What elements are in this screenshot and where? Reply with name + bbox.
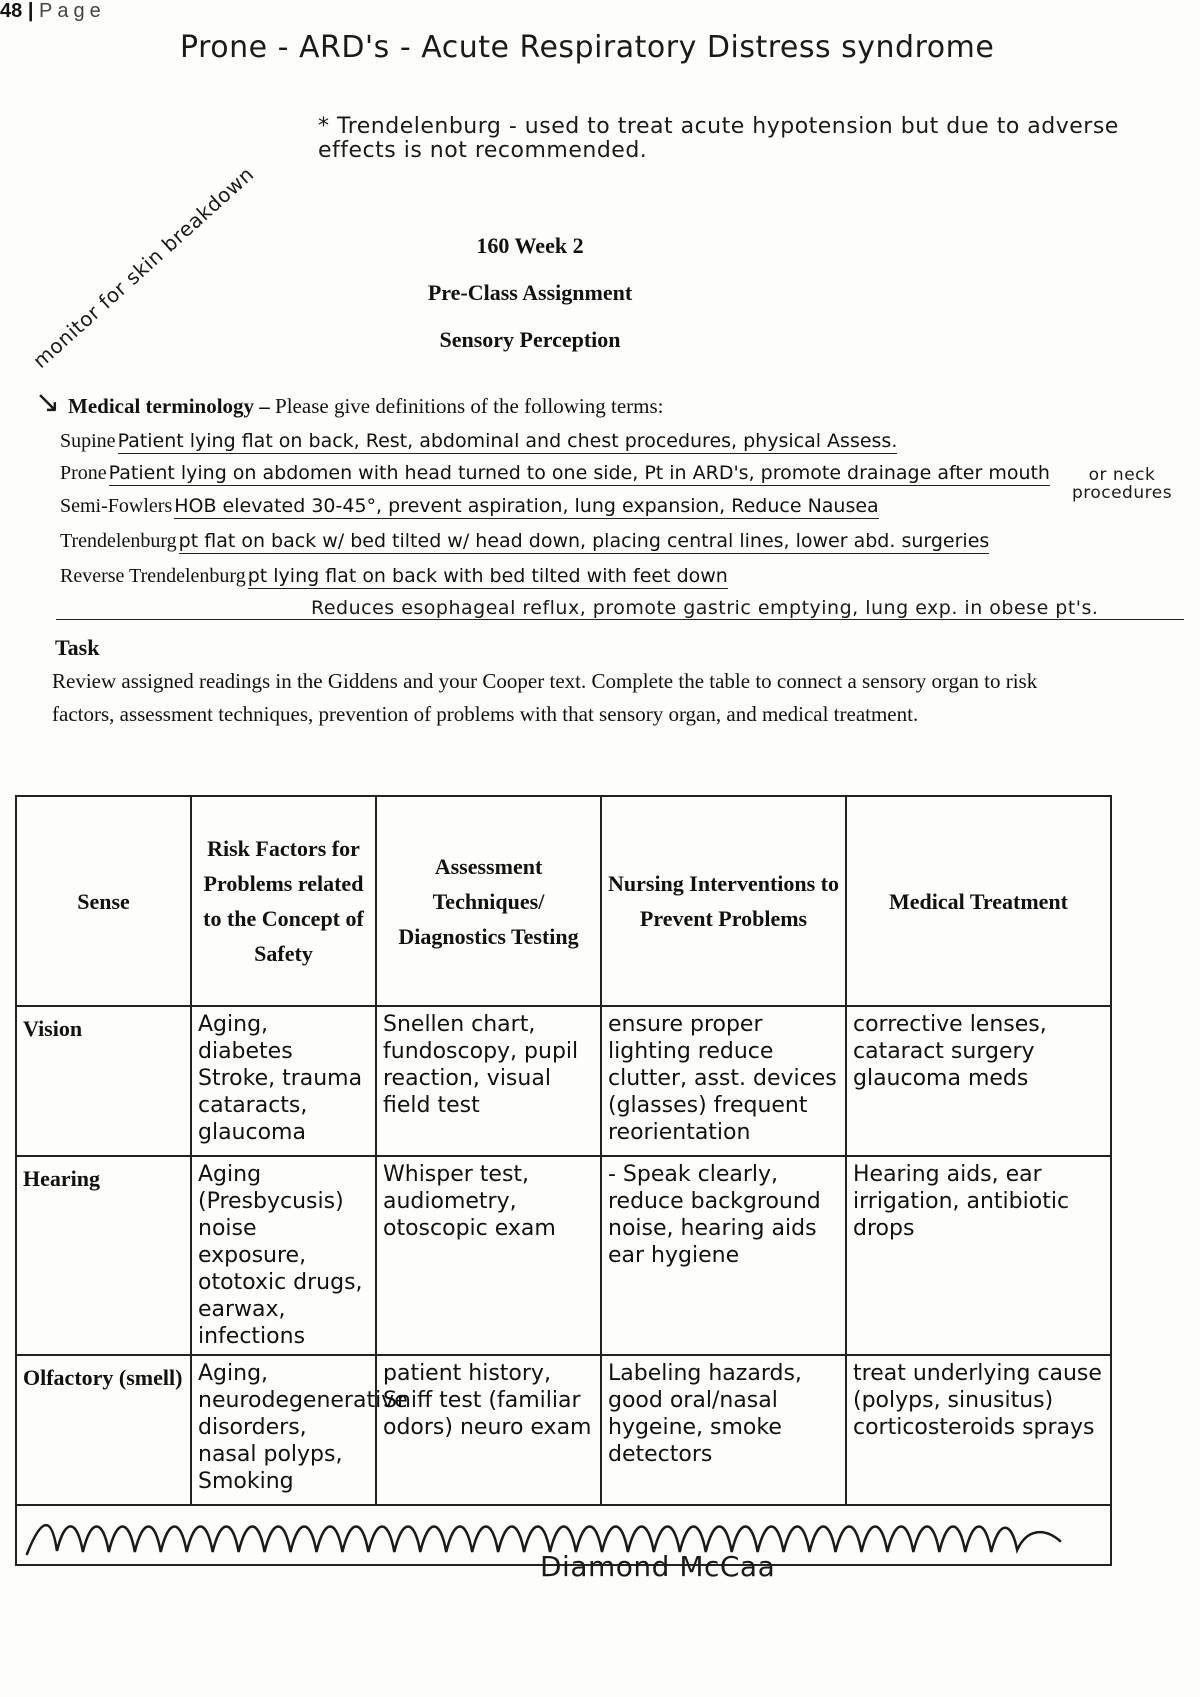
sensory-table bbox=[15, 795, 1112, 1566]
term-row-reverse-trendelenburg bbox=[60, 565, 728, 589]
term-definition: Patient lying on abdomen with head turned to one side, Pt in ARD's, promote drainage after mouth bbox=[108, 462, 1050, 484]
term-definition: pt flat on back w/ bed tilted w/ head down, placing central lines, lower abd. surgeries bbox=[178, 530, 990, 552]
term-row-semi-fowlers bbox=[60, 495, 879, 519]
week-title: 160 Week 2 bbox=[476, 233, 584, 258]
terminology-heading bbox=[68, 394, 663, 419]
risk-cell: Aging, neurodegenerative disorders, nasal polyps, Smoking bbox=[191, 1355, 376, 1505]
medical-cell: corrective lenses, cataract surgery glaucoma meds bbox=[846, 1006, 1111, 1156]
header-sense: Sense bbox=[16, 796, 191, 1006]
term-row-supine bbox=[60, 430, 897, 454]
student-signature: Diamond McCaa bbox=[540, 1550, 776, 1583]
table-row bbox=[16, 1006, 1111, 1156]
page-number: 48 bbox=[0, 0, 23, 22]
medical-cell: treat underlying cause (polyps, sinusitus) corticosteroids sprays bbox=[846, 1355, 1111, 1505]
nursing-cell: ensure proper lighting reduce clutter, asst. devices (glasses) frequent reorientation bbox=[601, 1006, 846, 1156]
page-separator: | bbox=[27, 0, 34, 22]
sense-cell: Hearing bbox=[16, 1156, 191, 1355]
nursing-cell: Labeling hazards, good oral/nasal hygeine, smoke detectors bbox=[601, 1355, 846, 1505]
handwritten-side-note: monitor for skin breakdown bbox=[28, 161, 259, 373]
table-header-row bbox=[16, 796, 1111, 1006]
page-word: Page bbox=[38, 0, 106, 22]
handwritten-trendelenburg-note: * Trendelenburg - used to treat acute hypotension but due to adverse effects is not recommended. bbox=[318, 114, 1119, 163]
sense-cell: Vision bbox=[16, 1006, 191, 1156]
term-label: Reverse Trendelenburg bbox=[60, 565, 246, 587]
prone-extra-note: or neck procedures bbox=[1071, 465, 1173, 503]
term-definition: Patient lying flat on back, Rest, abdominal and chest procedures, physical Assess. bbox=[117, 430, 898, 452]
reverse-trendelenburg-continuation: Reduces esophageal reflux, promote gastric emptying, lung exp. in obese pt's. bbox=[56, 597, 1184, 620]
assessment-cell: Whisper test, audiometry, otoscopic exam bbox=[376, 1156, 601, 1355]
handwritten-arrow-icon: ↘ bbox=[35, 385, 61, 420]
header-nursing-interventions: Nursing Interventions to Prevent Problems bbox=[601, 796, 846, 1006]
risk-cell: Aging (Presbycusis) noise exposure, ototoxic drugs, earwax, infections bbox=[191, 1156, 376, 1355]
sense-cell: Olfactory (smell) bbox=[16, 1355, 191, 1505]
topic-title: Sensory Perception bbox=[439, 327, 621, 352]
term-row-prone bbox=[60, 462, 1050, 486]
term-label: Prone bbox=[60, 462, 107, 484]
header-risk-factors: Risk Factors for Problems related to the Concept of Safety bbox=[191, 796, 376, 1006]
assignment-title: Pre-Class Assignment bbox=[427, 280, 633, 305]
task-heading: Task bbox=[55, 635, 100, 660]
header-medical-treatment: Medical Treatment bbox=[846, 796, 1111, 1006]
medical-cell: Hearing aids, ear irrigation, antibiotic drops bbox=[846, 1156, 1111, 1355]
table-row bbox=[16, 1355, 1111, 1505]
term-label: Semi-Fowlers bbox=[60, 495, 173, 517]
handwritten-title-note: Prone - ARD's - Acute Respiratory Distress syndrome bbox=[180, 30, 995, 65]
assessment-cell: Snellen chart, fundoscopy, pupil reaction, visual field test bbox=[376, 1006, 601, 1156]
nursing-cell: - Speak clearly, reduce background noise, hearing aids ear hygiene bbox=[601, 1156, 846, 1355]
page-footer bbox=[0, 0, 1200, 23]
term-definition: HOB elevated 30-45°, prevent aspiration, lung expansion, Reduce Nausea bbox=[174, 495, 879, 517]
risk-cell: Aging, diabetes Stroke, trauma cataracts, glaucoma bbox=[191, 1006, 376, 1156]
assessment-cell: patient history, Sniff test (familiar odors) neuro exam bbox=[376, 1355, 601, 1505]
term-row-trendelenburg bbox=[60, 530, 989, 554]
task-text: Review assigned readings in the Giddens and your Cooper text. Complete the table to connect a sensory organ to risk factors, assessment techniques, prevention of problems with that sensory organ, and medical treatment. bbox=[52, 669, 1038, 726]
header-assessment: Assessment Techniques/ Diagnostics Testing bbox=[376, 796, 601, 1006]
terminology-heading-rest: Please give definitions of the following terms: bbox=[269, 394, 664, 418]
terminology-heading-bold: Medical terminology – bbox=[68, 394, 270, 418]
table-row bbox=[16, 1156, 1111, 1355]
term-label: Trendelenburg bbox=[60, 530, 177, 552]
term-definition: pt lying flat on back with bed tilted with feet down bbox=[247, 565, 728, 587]
term-label: Supine bbox=[60, 430, 116, 452]
